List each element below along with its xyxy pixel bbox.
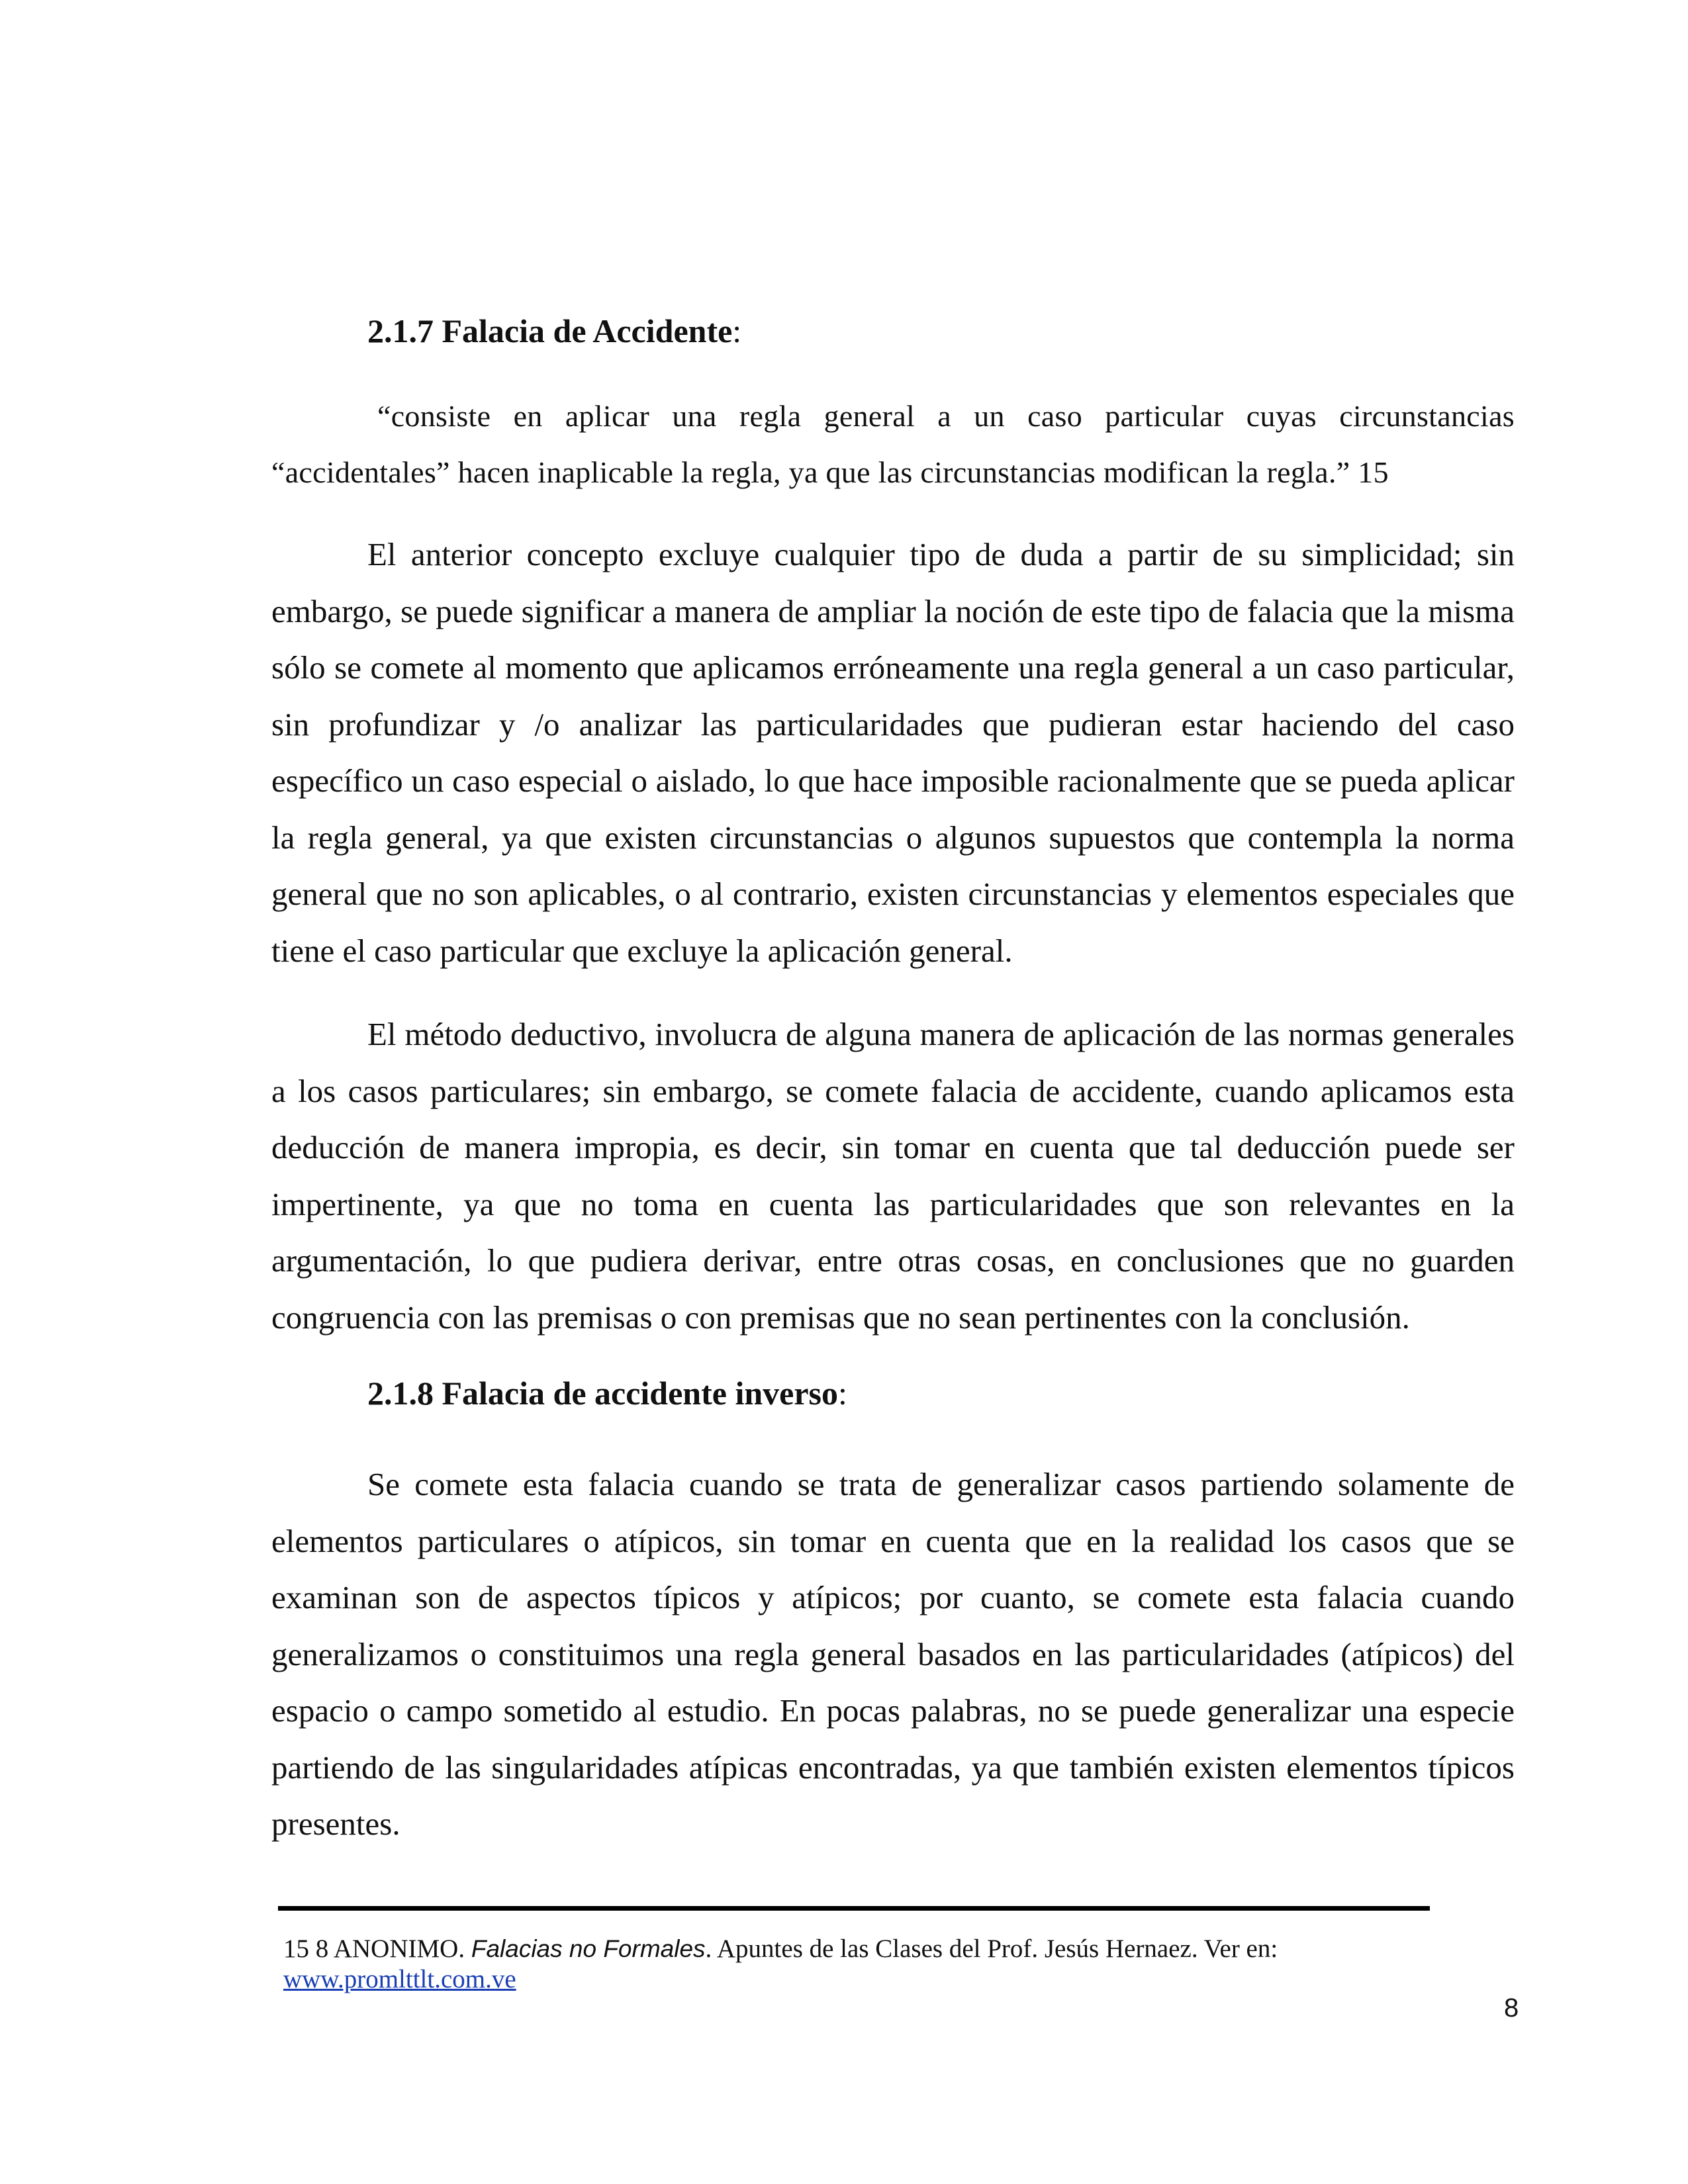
section-heading-accidente-inverso bbox=[367, 1373, 847, 1413]
paragraph-text: El anterior concepto excluye cualquier tipo de duda a partir de su simplicidad; sin embargo, se puede significar a manera de ampliar la noción de este tipo de falacia que la misma sólo se comete al momento que aplicamos erróneamente una regla general a un caso particular, sin profundizar y /o analizar las particularidades que pudieran estar haciendo del caso específico un caso especial o aislado, lo que hace imposible racionalmente que se pueda aplicar la regla general, ya que existen circunstancias o algunos supuestos que contempla la norma general que no son aplicables, o al contrario, existen circunstancias y elementos especiales que tiene el caso particular que excluye la aplicación general. bbox=[271, 536, 1515, 969]
paragraph-text: El método deductivo, involucra de alguna manera de aplicación de las normas generales a los casos particulares; sin embargo, se comete falacia de accidente, cuando aplicamos esta deducción de manera impropia, es decir, sin tomar en cuenta que tal deducción puede ser impertinente, ya que no toma en cuenta las particularidades que son relevantes en la argumentación, lo que pudiera derivar, entre otras cosas, en conclusiones que no guarden congruencia con las premisas o con premisas que no sean pertinentes con la conclusión. bbox=[271, 1016, 1515, 1336]
body-paragraph-3 bbox=[271, 1456, 1515, 1852]
footnote-link[interactable]: www.promlttlt.com.ve bbox=[283, 1965, 516, 1993]
paragraph-text: Se comete esta falacia cuando se trata de generalizar casos partiendo solamente de elementos particulares o atípicos, sin tomar en cuenta que en la realidad los casos que se examinan son de aspectos típicos y atípicos; por cuanto, se comete esta falacia cuando generalizamos o constituimos una regla general basados en las particularidades (atípicos) del espacio o campo sometido al estudio. En pocas palabras, no se puede generalizar una especie partiendo de las singularidades atípicas encontradas, ya que también existen elementos típicos presentes. bbox=[271, 1466, 1515, 1842]
definition-quote bbox=[271, 388, 1515, 500]
section-heading-falacia-de-accidente bbox=[367, 311, 741, 351]
page-number: 8 bbox=[1504, 1993, 1519, 2023]
footnote-separator bbox=[278, 1906, 1430, 1911]
section-heading-colon: : bbox=[732, 312, 742, 349]
section-heading-title: 2.1.8 Falacia de accidente inverso bbox=[367, 1375, 838, 1412]
section-heading-colon: : bbox=[838, 1375, 847, 1412]
footnote-italic-title: Falacias no Formales bbox=[471, 1935, 706, 1962]
body-paragraph-2 bbox=[271, 1006, 1515, 1345]
footnote bbox=[283, 1934, 1475, 1995]
footnote-prefix: 15 8 ANONIMO. bbox=[283, 1934, 471, 1963]
body-paragraph-1 bbox=[271, 526, 1515, 979]
footnote-suffix: . Apuntes de las Clases del Prof. Jesús Hernaez. Ver en: bbox=[705, 1934, 1278, 1963]
section-heading-title: 2.1.7 Falacia de Accidente bbox=[367, 312, 733, 349]
quote-text: “consiste en aplicar una regla general a un caso particular cuyas circunstancias “accidentales” hacen inaplicable la regla, ya que las circunstancias modifican la regla.” 15 bbox=[271, 399, 1515, 489]
